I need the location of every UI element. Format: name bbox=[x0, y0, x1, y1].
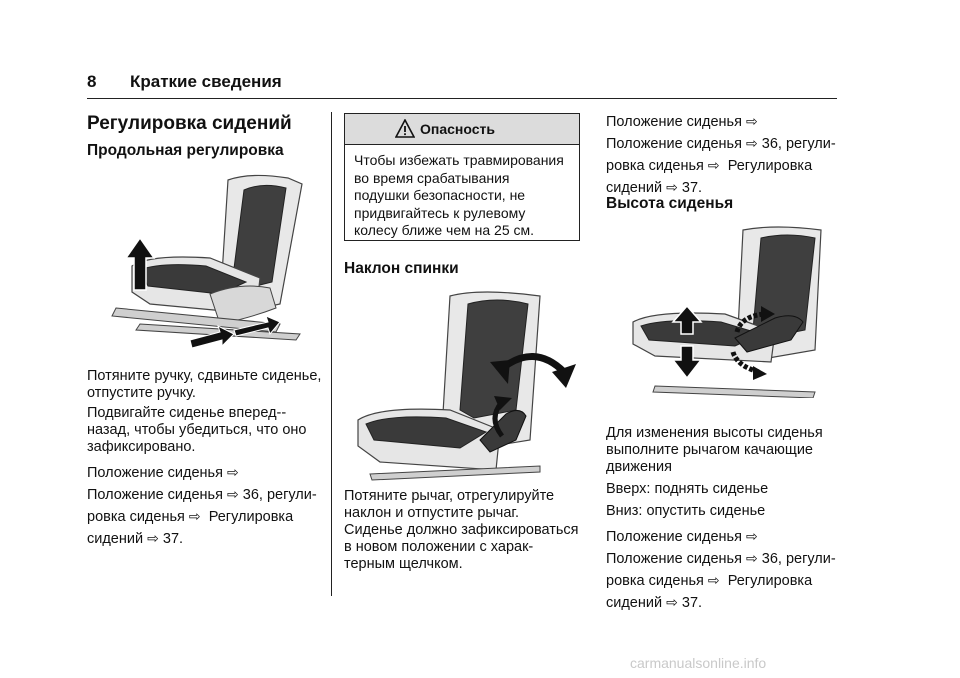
seat-height-illustration bbox=[625, 226, 825, 398]
reference-arrow-icon: ⇨ bbox=[707, 157, 720, 173]
subsection-heading-recline: Наклон спинки bbox=[344, 260, 459, 277]
warning-header bbox=[345, 114, 579, 145]
reference-arrow-icon: ⇨ bbox=[745, 135, 758, 151]
reference-arrow-icon: ⇨ bbox=[666, 594, 678, 610]
reference-arrow-icon: ⇨ bbox=[226, 486, 239, 502]
cross-reference-seat-position-top[interactable]: Положение сиденья ⇨ Положение сиденья ⇨ 36, регули- ровка сиденья ⇨ Регулировка сидений ⇨ 37. bbox=[606, 113, 836, 196]
warning-title: Опасность bbox=[420, 121, 495, 137]
reference-arrow-icon: ⇨ bbox=[666, 179, 678, 195]
reference-arrow-icon: ⇨ bbox=[745, 528, 758, 544]
instruction-check-lock: Подвигайте сиденье вперед-- назад, чтобы убедиться, что оно зафиксировано. bbox=[87, 405, 307, 455]
watermark: carmanualsonline.info bbox=[630, 655, 767, 671]
subsection-heading: Продольная регулировка bbox=[87, 142, 284, 159]
seat-recline-illustration bbox=[350, 290, 578, 484]
instruction-up: Вверх: поднять сиденье bbox=[606, 481, 769, 497]
cross-reference-seat-position[interactable]: Положение сиденья ⇨ Положение сиденья ⇨ 36, регули- ровка сиденья ⇨ Регулировка сидений ⇨ 37. bbox=[87, 464, 317, 547]
reference-arrow-icon: ⇨ bbox=[188, 508, 201, 524]
section-heading: Регулировка сидений bbox=[87, 113, 292, 134]
warning-text: Чтобы избежать травмирования во время срабатывания подушки безопасности, не придвигайтесь к рулевому колесу ближе чем на 25 см. bbox=[354, 152, 564, 238]
reference-arrow-icon: ⇨ bbox=[226, 464, 239, 480]
instruction-pull-handle: Потяните ручку, сдвиньте сиденье, отпустите ручку. bbox=[87, 368, 322, 401]
reference-arrow-icon: ⇨ bbox=[745, 550, 758, 566]
reference-arrow-icon: ⇨ bbox=[745, 113, 758, 129]
column-divider bbox=[331, 112, 332, 596]
instruction-height: Для изменения высоты сиденья выполните рычагом качающие движения bbox=[606, 425, 823, 475]
cross-reference-seat-position-bottom[interactable]: Положение сиденья ⇨ Положение сиденья ⇨ 36, регули- ровка сиденья ⇨ Регулировка сидений ⇨ 37. bbox=[606, 528, 836, 611]
seat-fore-aft-illustration bbox=[110, 174, 310, 354]
instruction-recline: Потяните рычаг, отрегулируйте наклон и отпустите рычаг. Сиденье должно зафиксироваться в новом положении с харак- терным щелчком. bbox=[344, 488, 579, 572]
page-number: 8 bbox=[87, 72, 97, 91]
instruction-down: Вниз: опустить сиденье bbox=[606, 503, 766, 519]
warning-triangle-icon bbox=[395, 119, 415, 139]
section-title: Краткие сведения bbox=[130, 72, 282, 91]
warning-box bbox=[344, 113, 580, 241]
page-header bbox=[87, 68, 837, 99]
reference-arrow-icon: ⇨ bbox=[147, 530, 159, 546]
subsection-heading-height: Высота сиденья bbox=[606, 195, 734, 212]
reference-arrow-icon: ⇨ bbox=[707, 572, 720, 588]
